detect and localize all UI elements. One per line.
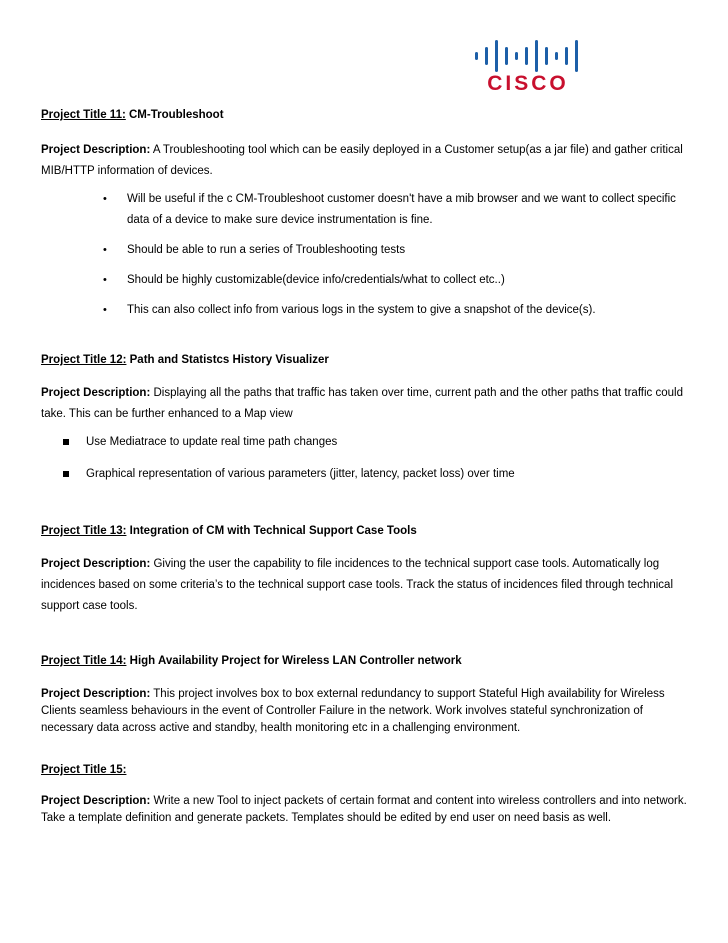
project-14: [41, 653, 693, 737]
project-description-text: Write a new Tool to inject packets of certain format and content into wireless controllers and into network. Take a template definition and generate packets. Templates should be edited by end user on need basis as well.: [41, 795, 687, 824]
list-item-text: Should be able to run a series of Troubleshooting tests: [127, 244, 406, 256]
bullet-icon: •: [103, 274, 107, 286]
list-item-text: Graphical representation of various parameters (jitter, latency, packet loss) over time: [86, 468, 515, 480]
project-description-label: Project Description:: [41, 558, 151, 570]
square-bullet-icon: [63, 471, 69, 477]
project-description-label: Project Description:: [41, 688, 151, 700]
list-item-text: This can also collect info from various logs in the system to give a snapshot of the device(s).: [127, 304, 596, 316]
project-12: [41, 352, 693, 485]
project-title-label: Project Title 14:: [41, 655, 127, 667]
project-description-text: Displaying all the paths that traffic has taken over time, current path and the other paths that traffic could take. This can be further enhanced to a Map view: [41, 387, 683, 420]
list-item: [41, 300, 693, 321]
project-13: [41, 523, 693, 617]
list-item-text: Will be useful if the c CM-Troubleshoot customer doesn't have a mib browser and we want to collect specific data of a device to make sure device instrumentation is fine.: [127, 193, 676, 226]
bullet-icon: •: [103, 244, 107, 256]
list-item: [41, 464, 693, 485]
project-title-label: Project Title 13:: [41, 525, 127, 537]
bullet-list: [41, 432, 693, 485]
project-11: [41, 107, 693, 321]
list-item: [41, 189, 693, 231]
project-description: [41, 554, 693, 617]
project-title-value: Path and Statistcs History Visualizer: [126, 354, 329, 366]
project-title: [41, 762, 693, 778]
bullet-icon: •: [103, 304, 107, 316]
project-description-text: This project involves box to box external redundancy to support Stateful High availability for Wireless Clients seamless behaviours in the event of Controller Failure in the network. Work involves stateful synchronization of necessary data across active and standby, health monitoring etc in a challenging environment.: [41, 688, 665, 734]
project-description-label: Project Description:: [41, 144, 151, 156]
list-item-text: Should be highly customizable(device info/credentials/what to collect etc..): [127, 274, 505, 286]
project-description-text: A Troubleshooting tool which can be easily deployed in a Customer setup(as a jar file) and gather critical MIB/HTTP information of devices.: [41, 144, 683, 177]
project-title-value: Integration of CM with Technical Support Case Tools: [126, 525, 417, 537]
list-item: [41, 240, 693, 261]
list-item-text: Use Mediatrace to update real time path changes: [86, 436, 338, 448]
project-title: [41, 653, 693, 669]
bullet-icon: •: [103, 193, 107, 205]
list-item: [41, 432, 693, 453]
project-title-value: High Availability Project for Wireless LAN Controller network: [126, 655, 462, 667]
bullet-list: [41, 189, 693, 321]
project-description-text: Giving the user the capability to file incidences to the technical support case tools. Automatically log incidences based on some criteria’s to the technical support case tools. Track the status of incidences filed through technical support case tools.: [41, 558, 674, 612]
project-description: [41, 383, 693, 425]
project-description: [41, 140, 693, 182]
project-title-value: CM-Troubleshoot: [125, 109, 224, 121]
project-description: [41, 793, 693, 827]
project-title: [41, 352, 693, 368]
project-title-label: Project Title 11:: [41, 109, 126, 121]
project-title: [41, 107, 693, 123]
project-description-label: Project Description:: [41, 795, 151, 807]
project-description-label: Project Description:: [41, 387, 151, 399]
list-item: [41, 270, 693, 291]
project-title-label: Project Title 12:: [41, 354, 127, 366]
cisco-logo: [470, 36, 590, 92]
project-15: [41, 762, 693, 827]
project-description: [41, 686, 693, 737]
square-bullet-icon: [63, 439, 69, 445]
cisco-logo-text: CISCO: [487, 72, 569, 92]
project-title-label: Project Title 15:: [41, 764, 127, 776]
project-title: [41, 523, 693, 539]
